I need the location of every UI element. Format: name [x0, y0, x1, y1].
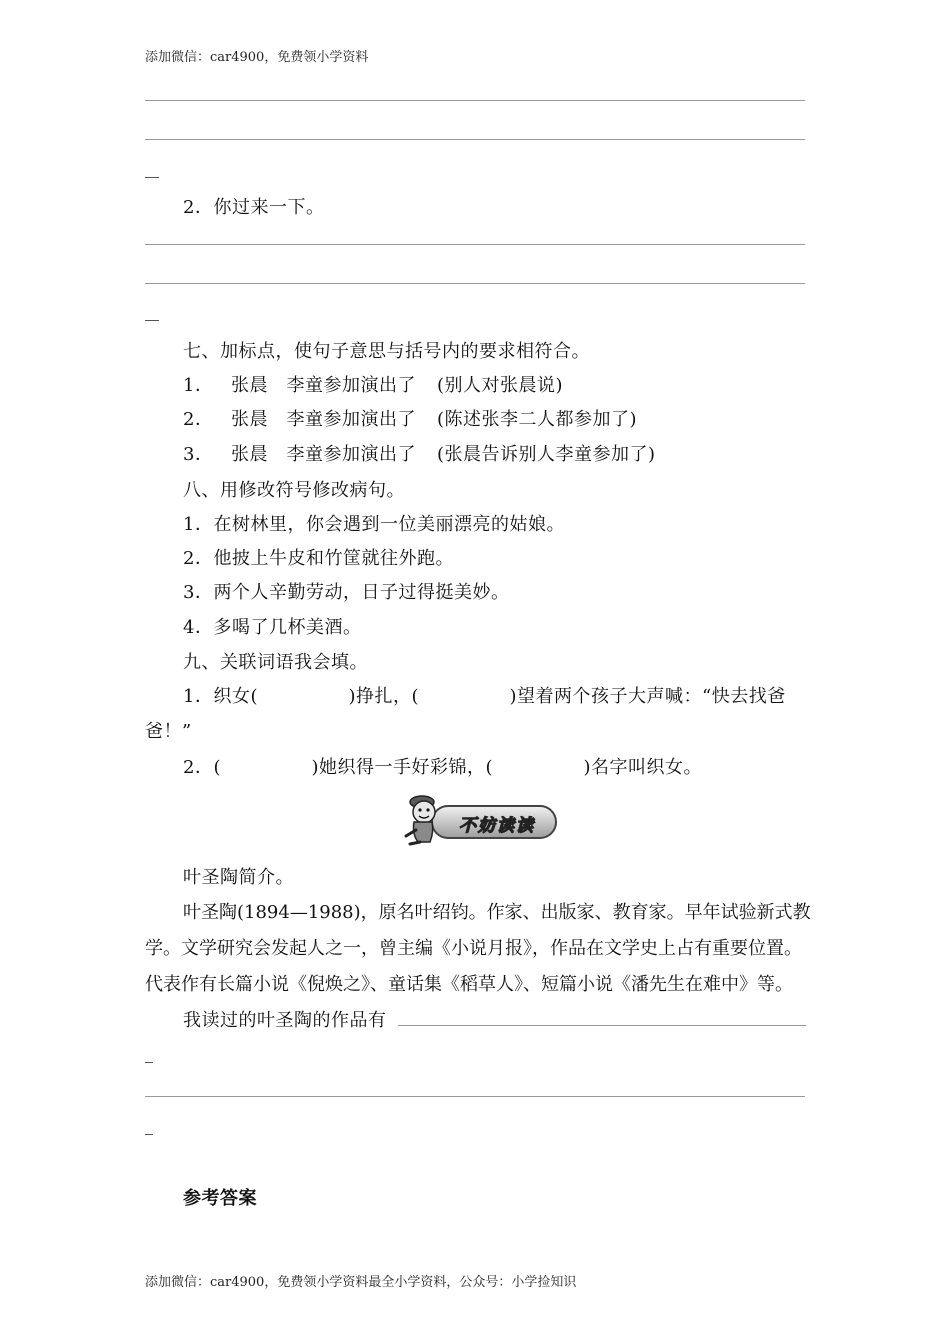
answer-line-end: [145, 177, 159, 178]
reading-prompt: [183, 1006, 387, 1032]
fill-text: 1．织女(: [183, 686, 258, 707]
section-title: 七、加标点，使句子意思与括号内的要求相符合。: [183, 341, 590, 362]
item-number: 3．: [183, 444, 214, 465]
punctuation-item: [183, 371, 564, 397]
exercise-item: 2．你过来一下。: [183, 197, 325, 218]
answer-line: [145, 283, 805, 284]
answer-line-end: [145, 1062, 153, 1063]
fill-item: [183, 682, 786, 708]
answers-title: 参考答案: [183, 1188, 257, 1209]
answer-line: [145, 244, 805, 245]
fill-text: )她织得一手好彩锦，(: [311, 757, 493, 778]
sentence-item: 4．多喝了几杯美酒。: [183, 617, 362, 638]
page-header: 添加微信：car4900，免费领小学资料: [145, 50, 369, 65]
reading-paragraph-line: 代表作有长篇小说《倪焕之》、童话集《稻草人》、短篇小说《潘先生在难中》等。: [145, 974, 793, 995]
page-footer: 添加微信：car4900，免费领小学资料最全小学资料，公众号：小学捡知识: [145, 1275, 577, 1290]
answer-line-end: [145, 1134, 153, 1135]
item-number: 1．: [183, 375, 214, 396]
sentence-item: 2．他披上牛皮和竹筐就往外跑。: [183, 548, 454, 569]
item-number: 2．: [183, 409, 214, 430]
fill-item: [183, 753, 702, 779]
item-note: (张晨告诉别人李童参加了): [437, 444, 656, 465]
item-sentence: 张晨 李童参加演出了: [231, 409, 416, 430]
section-title: 八、用修改符号修改病句。: [183, 480, 405, 501]
answer-line-end: [145, 320, 159, 321]
reading-title: 叶圣陶简介。: [183, 867, 294, 888]
punctuation-item: [183, 405, 638, 431]
answer-line: [145, 139, 805, 140]
badge-label: 不妨读读: [459, 816, 535, 836]
punctuation-item: [183, 440, 656, 466]
item-sentence: 张晨 李童参加演出了: [231, 444, 416, 465]
item-sentence: 张晨 李童参加演出了: [231, 375, 416, 396]
fill-text: )挣扎，(: [348, 686, 419, 707]
sentence-item: 3．两个人辛勤劳动，日子过得挺美妙。: [183, 582, 510, 603]
item-note: (陈述张李二人都参加了): [437, 409, 638, 430]
reading-paragraph-line: 学。文学研究会发起人之一，曾主编《小说月报》，作品在文学史上占有重要位置。: [145, 938, 802, 959]
section-title: 九、关联词语我会填。: [183, 652, 368, 673]
answer-line[interactable]: [145, 1096, 805, 1097]
sentence-item: 1．在树林里，你会遇到一位美丽漂亮的姑娘。: [183, 514, 565, 535]
fill-text: 2．(: [183, 757, 221, 778]
read-badge: [404, 792, 560, 846]
reading-paragraph-line: 叶圣陶(1894—1988)，原名叶绍钧。作家、出版家、教育家。早年试验新式教: [183, 902, 811, 923]
prompt-text: 我读过的叶圣陶的作品有: [183, 1010, 387, 1031]
answer-line: [145, 100, 805, 101]
fill-item-continued: 爸！”: [145, 721, 192, 742]
fill-text: )望着两个孩子大声喊：“快去找爸: [509, 686, 786, 707]
fill-text: )名字叫织女。: [583, 757, 702, 778]
item-note: (别人对张晨说): [437, 375, 564, 396]
answer-line[interactable]: [398, 1025, 806, 1026]
